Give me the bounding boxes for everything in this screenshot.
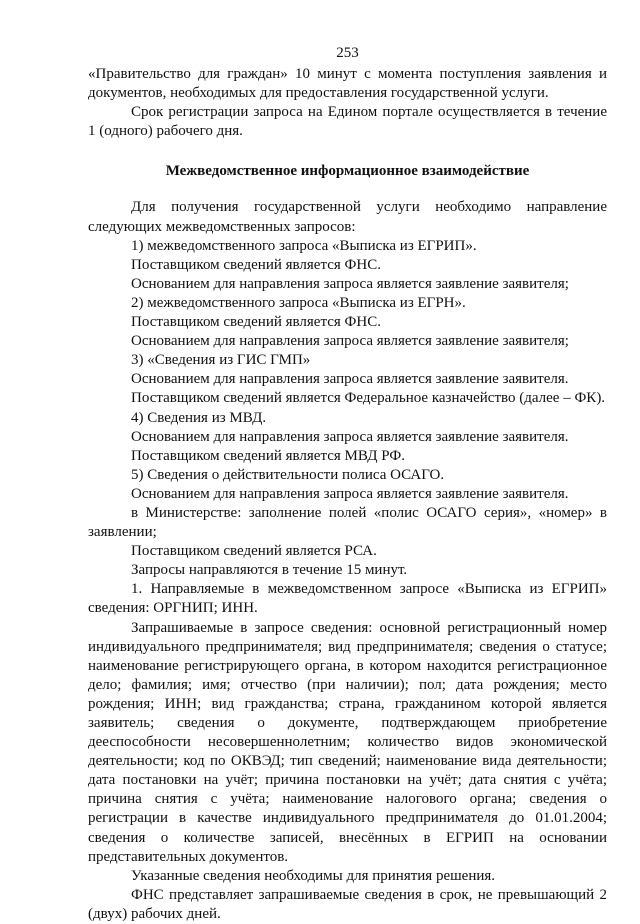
request-line: 4) Сведения из МВД. — [131, 409, 267, 426]
lead-paragraph: Для получения государственной услуги необходимо направление следующих межведомственных запросов: — [88, 199, 607, 235]
ministry-paragraph: в Министерстве: заполнение полей «полис ОСАГО серия», «номер» в заявлении; — [88, 504, 607, 541]
section-heading: Межведомственное информационное взаимодействие — [165, 163, 530, 180]
requested-info-paragraph: Запрашиваемые в запросе сведения: основной регистрационный номер индивидуального предпринимателя; вид предпринимателя; сведения о статусе; наименование регистрирующего органа, в котором находится регистрационное дело; фамилия; имя; отчество (при наличии); пол; дата рождения; место рождения; ИНН; вид гражданства; страна, гражданином которой является заявитель; сведения о документе, подтверждающем приобретение дееспособности несовершеннолетним; количество видов экономической деятельности; код по ОКВЭД; тип сведений; наименование вида деятельности; дата постановки на учёт; причина постановки на учёт; дата снятия с учёта; причина снятия с учёта; наименование налогового органа; сведения о регистрации в качестве индивидуального предпринимателя до 01.01.2004; сведения о количестве записей, внесённых в ЕГРИП на основании представительных документов. — [88, 619, 607, 865]
request-line: Поставщиком сведений является ФНС. — [131, 314, 381, 331]
page-number: 253 — [336, 45, 359, 61]
request-line: 2) межведомственного запроса «Выписка из ЕГРН». — [131, 294, 466, 311]
request-line: Основанием для направления запроса является заявление заявителя. — [131, 371, 569, 388]
request-line: Запросы направляются в течение 15 минут. — [131, 562, 408, 579]
fns-deadline-paragraph: ФНС представляет запрашиваемые сведения в срок, не превышающий 2 (двух) рабочих дней. — [88, 886, 607, 922]
request-line: 3) «Сведения из ГИС ГМП» — [131, 352, 311, 369]
request-line: Поставщиком сведений является ФНС. — [131, 256, 381, 273]
request-line: Основанием для направления запроса является заявление заявителя; — [131, 275, 569, 292]
request-line: Основанием для направления запроса является заявление заявителя; — [131, 333, 569, 350]
request-line: Поставщиком сведений является Федеральное казначейство (далее – ФК). — [131, 390, 606, 407]
directed-info-paragraph: 1. Направляемые в межведомственном запросе «Выписка из ЕГРИП» сведения: ОРГНИП; ИНН. — [88, 581, 607, 617]
request-line: Поставщиком сведений является РСА. — [131, 543, 377, 560]
request-line: 5) Сведения о действительности полиса ОСАГО. — [131, 466, 445, 483]
request-line: 1) межведомственного запроса «Выписка из ЕГРИП». — [131, 237, 477, 254]
intro-paragraph-2: Срок регистрации запроса на Едином портале осуществляется в течение 1 (одного) рабочего дня. — [88, 104, 607, 140]
intro-paragraph-1: «Правительство для граждан» 10 минут с момента поступления заявления и документов, необходимых для предоставления государственной услуги. — [88, 66, 607, 102]
request-line: Поставщиком сведений является МВД РФ. — [131, 447, 405, 464]
necessary-paragraph: Указанные сведения необходимы для принятия решения. — [131, 867, 496, 884]
request-line: Основанием для направления запроса является заявление заявителя. — [131, 485, 569, 502]
request-line: Основанием для направления запроса является заявление заявителя. — [131, 428, 569, 445]
